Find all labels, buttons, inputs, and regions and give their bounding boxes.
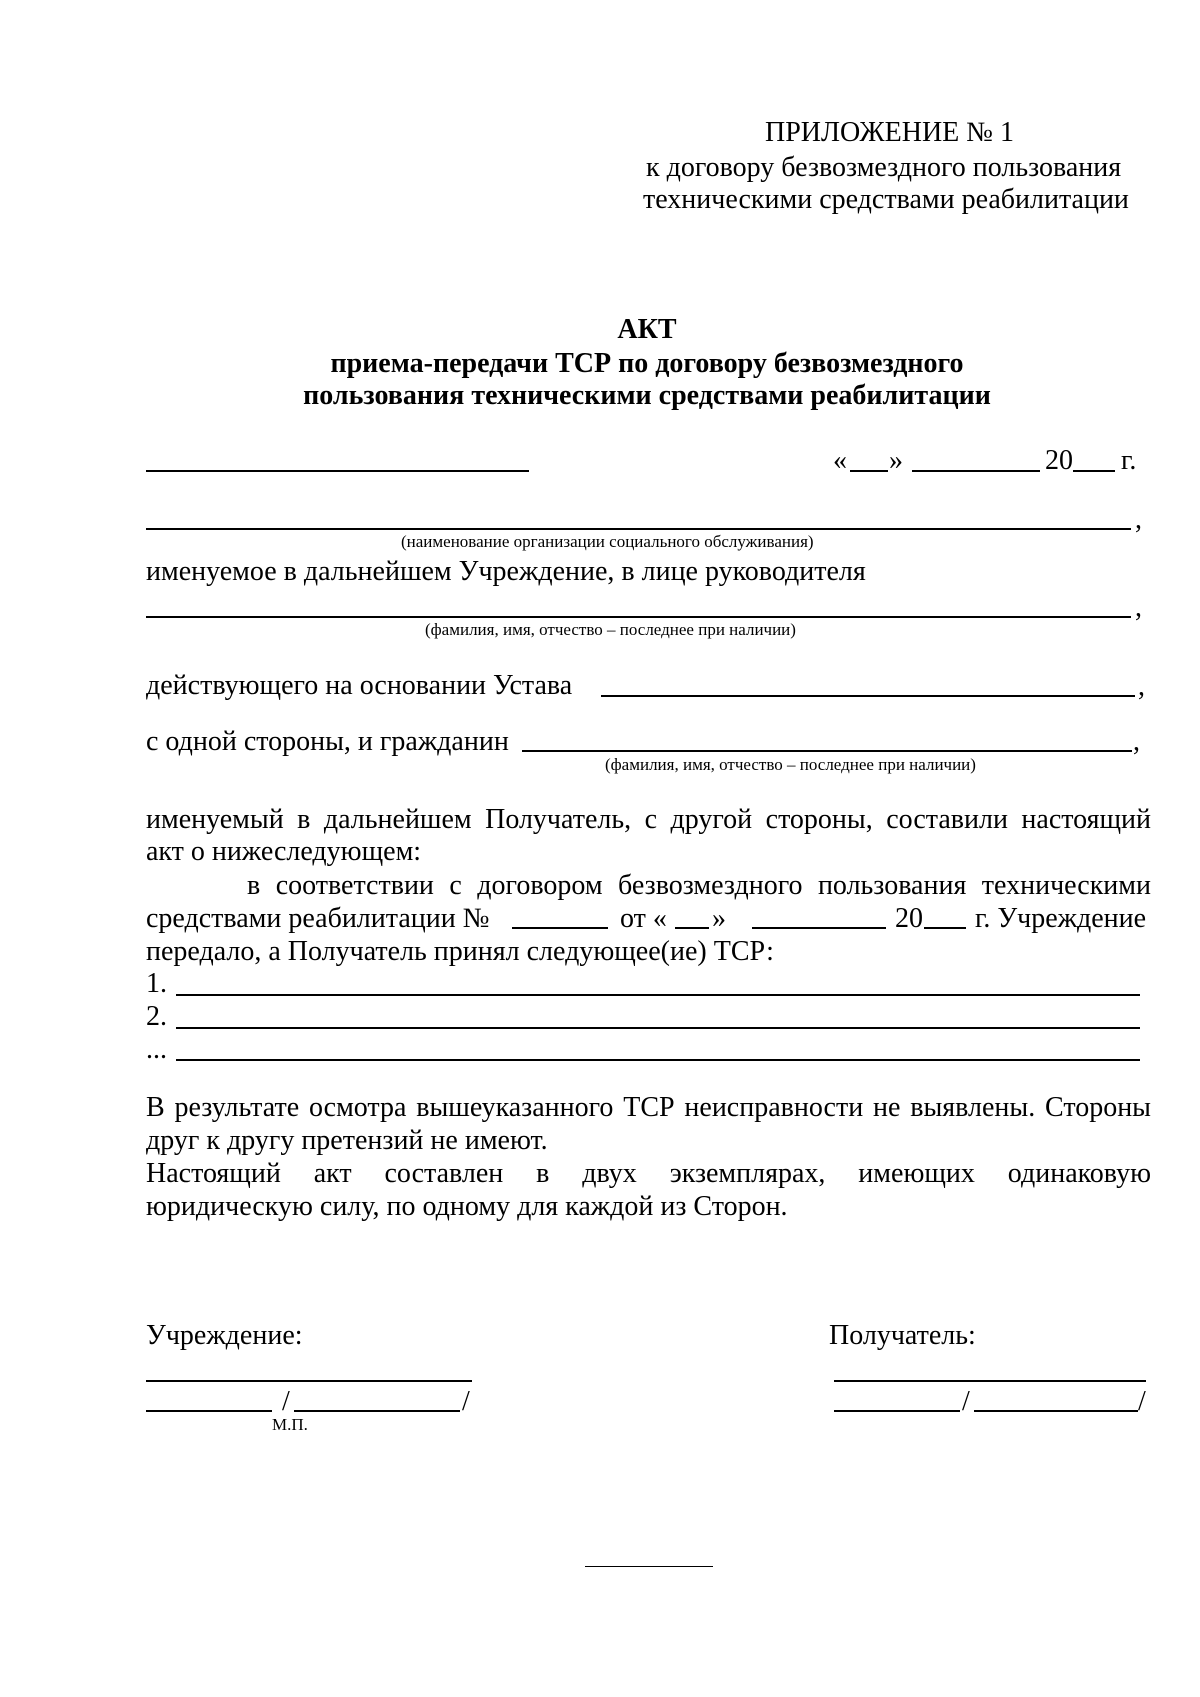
org-comma: , bbox=[1135, 504, 1142, 535]
date-year-prefix: 20 bbox=[1045, 445, 1073, 476]
bottom-separator bbox=[585, 1566, 713, 1567]
item-line-1 bbox=[176, 994, 1140, 996]
recipient-text-line-1: именуемый в дальнейшем Получатель, с другой стороны, составили настоящий bbox=[146, 804, 1151, 835]
institution-signature-label: Учреждение: bbox=[146, 1320, 303, 1351]
recipient-name-line bbox=[834, 1380, 1146, 1382]
heading-line-2: приема-передачи ТСР по договору безвозмездного bbox=[330, 348, 964, 379]
institution-decryption-line bbox=[294, 1410, 460, 1412]
heading-title: АКТ bbox=[617, 314, 677, 345]
agreement-text-line-1: в соответствии с договором безвозмездного пользования техническими bbox=[247, 870, 1151, 901]
result-text-line-2: друг к другу претензий не имеют. bbox=[146, 1125, 548, 1156]
recipient-signature-line bbox=[834, 1410, 960, 1412]
director-comma: , bbox=[1135, 592, 1142, 623]
director-name-line bbox=[146, 616, 1131, 618]
citizen-comma: , bbox=[1133, 726, 1140, 757]
institution-signature-line bbox=[146, 1410, 272, 1412]
agreement-number-label: средствами реабилитации № bbox=[146, 903, 490, 934]
institution-slash-1: / bbox=[282, 1386, 290, 1417]
date-year-line bbox=[1073, 470, 1115, 472]
org-name-line bbox=[146, 528, 1131, 530]
item-line-3 bbox=[176, 1059, 1140, 1061]
recipient-slash-2: / bbox=[1138, 1386, 1146, 1417]
director-caption: (фамилия, имя, отчество – последнее при наличии) bbox=[425, 620, 796, 639]
agreement-day-line bbox=[675, 927, 709, 929]
acting-basis-comma: , bbox=[1138, 671, 1145, 702]
date-day-line bbox=[850, 470, 888, 472]
institution-name-line bbox=[146, 1380, 472, 1382]
place-line bbox=[146, 470, 529, 472]
appendix-line-3: техническими средствами реабилитации bbox=[643, 184, 1129, 215]
appendix-title: ПРИЛОЖЕНИЕ № 1 bbox=[765, 117, 1014, 148]
copies-text-line-2: юридическую силу, по одному для каждой из Сторон. bbox=[146, 1191, 788, 1222]
citizen-text: с одной стороны, и гражданин bbox=[146, 726, 509, 757]
org-caption: (наименование организации социального обслуживания) bbox=[401, 532, 814, 551]
heading-line-3: пользования техническими средствами реабилитации bbox=[303, 380, 991, 411]
copies-text-line-1: Настоящий акт составлен в двух экземплярах, имеющих одинаковую bbox=[146, 1158, 1151, 1189]
date-open-quote: « bbox=[833, 445, 847, 476]
citizen-caption: (фамилия, имя, отчество – последнее при наличии) bbox=[605, 755, 976, 774]
item-number-1: 1. bbox=[146, 968, 167, 999]
appendix-line-2: к договору безвозмездного пользования bbox=[646, 152, 1122, 183]
agreement-from-label: от « bbox=[620, 903, 667, 934]
recipient-signature-label: Получатель: bbox=[829, 1320, 976, 1351]
item-number-2: 2. bbox=[146, 1001, 167, 1032]
date-year-suffix: г. bbox=[1121, 445, 1137, 476]
agreement-text-line-3: передало, а Получатель принял следующее(ие) ТСР: bbox=[146, 936, 774, 967]
recipient-decryption-line bbox=[974, 1410, 1138, 1412]
acting-basis-text: действующего на основании Устава bbox=[146, 670, 573, 701]
date-month-line bbox=[912, 470, 1040, 472]
item-line-2 bbox=[176, 1027, 1140, 1029]
agreement-year-prefix: 20 bbox=[895, 903, 923, 934]
acting-basis-line bbox=[601, 695, 1135, 697]
institution-slash-2: / bbox=[462, 1386, 470, 1417]
recipient-slash-1: / bbox=[962, 1386, 970, 1417]
agreement-month-line bbox=[752, 927, 886, 929]
agreement-close-quote: » bbox=[712, 903, 726, 934]
result-text-line-1: В результате осмотра вышеуказанного ТСР неисправности не выявлены. Стороны bbox=[146, 1092, 1151, 1123]
named-institution-text: именуемое в дальнейшем Учреждение, в лице руководителя bbox=[146, 556, 866, 587]
recipient-text-line-2: акт о нижеследующем: bbox=[146, 836, 422, 867]
agreement-number-line bbox=[512, 927, 608, 929]
stamp-label: М.П. bbox=[272, 1415, 308, 1434]
date-close-quote: » bbox=[889, 445, 903, 476]
agreement-year-line bbox=[924, 927, 966, 929]
agreement-institution-label: г. Учреждение bbox=[975, 903, 1147, 934]
item-ellipsis: ... bbox=[146, 1034, 167, 1065]
citizen-name-line bbox=[522, 750, 1132, 752]
